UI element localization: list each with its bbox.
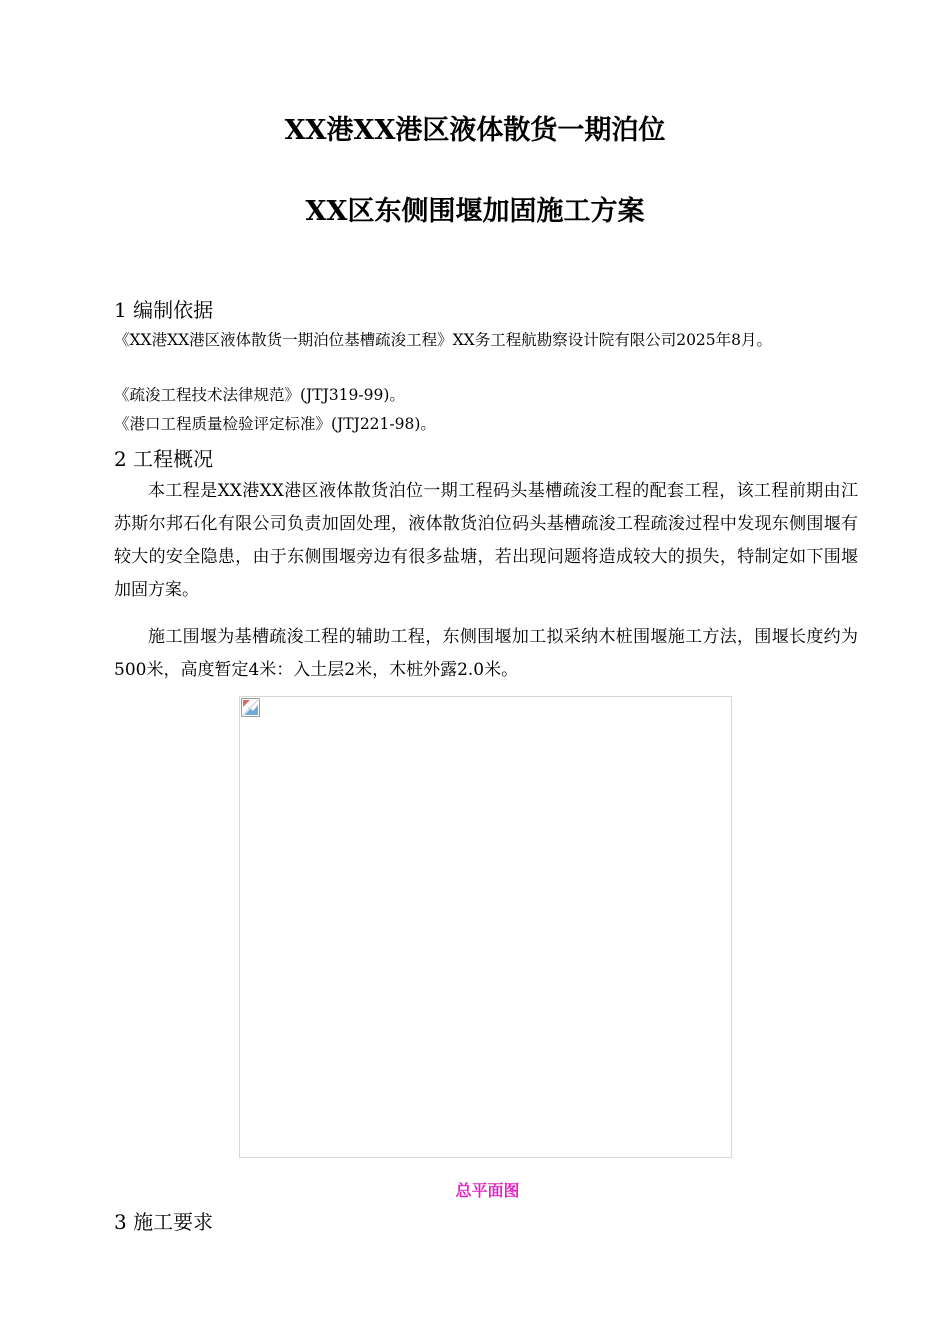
broken-image-icon — [241, 698, 260, 717]
reference-item: 《疏浚工程技术法律规范》(JTJ319-99)。 — [114, 386, 405, 404]
overview-paragraph: 本工程是XX港XX港区液体散货泊位一期工程码头基槽疏浚工程的配套工程，该工程前期由江苏斯尔邦石化有限公司负责加固处理，液体散货泊位码头基槽疏浚工程疏浚过程中发现东侧围堰有较大的安全隐患，由于东侧围堰旁边有很多盐塘，若出现问题将造成较大的损失，特制定如下围堰加固方案。 — [114, 481, 858, 600]
section-heading-requirements: 3 施工要求 — [114, 1210, 214, 1234]
document-title-line-1: XX港XX港区液体散货一期泊位 — [284, 115, 666, 146]
reference-item: 《XX港XX港区液体散货一期泊位基槽疏浚工程》XX务工程航勘察设计院有限公司2025年8月。 — [114, 331, 773, 349]
overview-paragraph: 施工围堰为基槽疏浚工程的辅助工程，东侧围堰加工拟采纳木桩围堰施工方法，围堰长度约为500米，高度暂定4米：入土层2米，木桩外露2.0米。 — [114, 627, 858, 680]
reference-item: 《港口工程质量检验评定标准》(JTJ221-98)。 — [114, 415, 436, 433]
figure-caption: 总平面图 — [455, 1181, 520, 1200]
section-heading-basis: 1 编制依据 — [114, 298, 214, 322]
document-title-line-2: XX区东侧围堰加固施工方案 — [305, 196, 645, 227]
site-plan-figure — [239, 696, 732, 1158]
section-heading-overview: 2 工程概况 — [114, 447, 214, 471]
